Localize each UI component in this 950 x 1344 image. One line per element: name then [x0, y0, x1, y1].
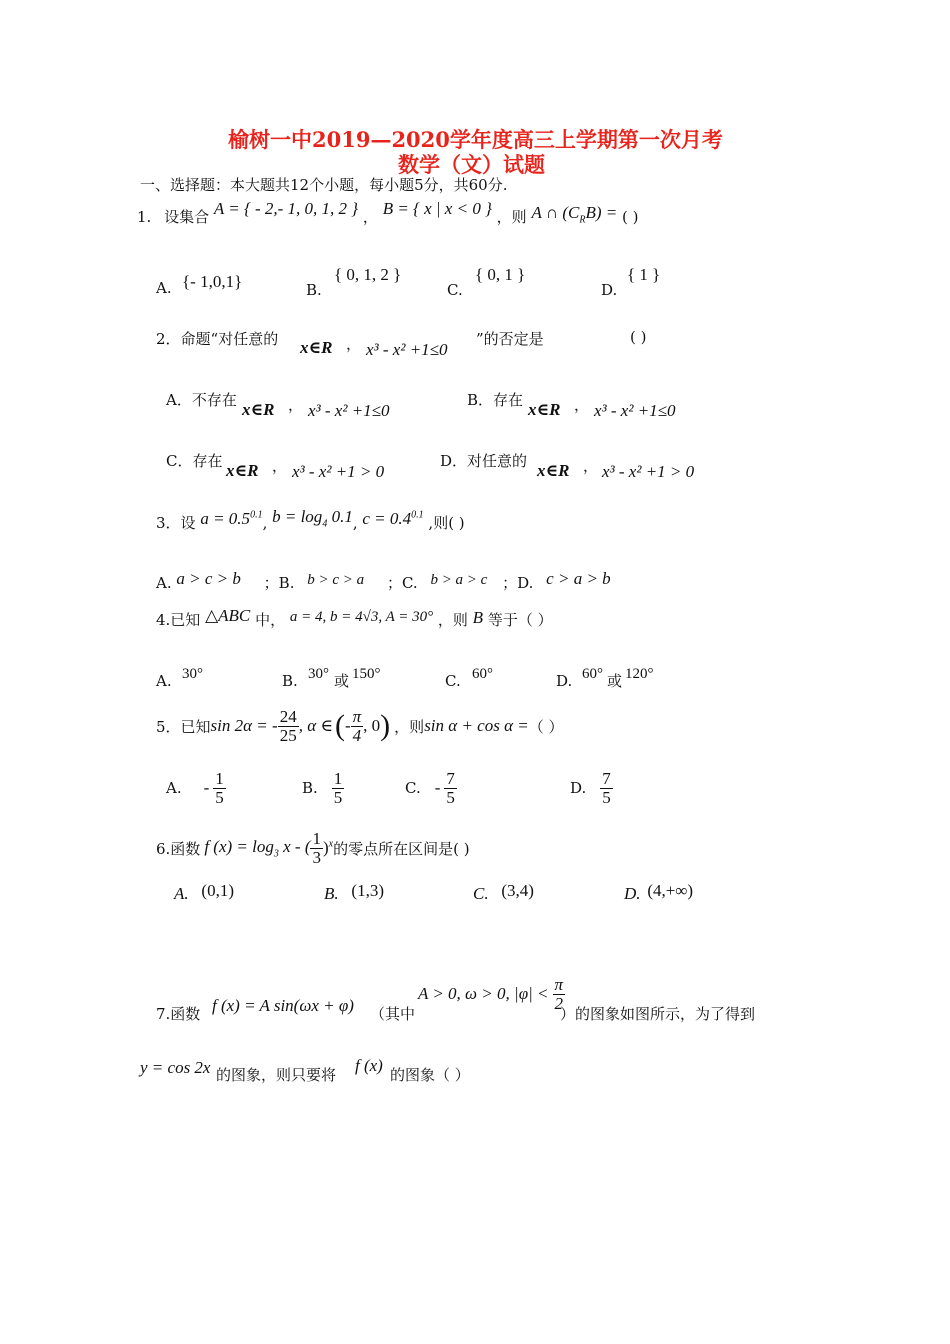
- q6-option-c-label: C.: [473, 884, 489, 903]
- q3-lead: 3．设: [156, 514, 196, 532]
- q3-tail: ,则( ): [428, 514, 465, 532]
- q2-expr: x³ - x² +1≤0: [366, 340, 448, 359]
- q3-option-a-expr: a > c > b: [176, 569, 241, 588]
- q2-x-in-r: x∈R: [300, 338, 333, 357]
- q7-tail: ）的图象如图所示，为了得到: [560, 1005, 756, 1023]
- q2-option-b-expr: x³ - x² +1≤0: [594, 401, 676, 420]
- q7-line2b: 的图象（ ）: [390, 1066, 470, 1084]
- q6-option-d-label: D.: [624, 884, 641, 903]
- q5-neg: -: [344, 716, 351, 735]
- q4-option-d-or: 或: [607, 672, 623, 690]
- q2-option-b-x: x∈R: [528, 400, 561, 419]
- section-header: 一、选择题：本大题共12个小题，每小题5分，共60分.: [140, 176, 508, 194]
- q1-option-c-value: { 0, 1 }: [475, 265, 526, 284]
- q6-close: )$^x$: [322, 838, 334, 857]
- q5-option-c-neg: -: [434, 778, 441, 797]
- q4-tail: ，则: [437, 611, 468, 629]
- q7-line2a: 的图象，则只要将: [216, 1066, 337, 1084]
- q3-options: [156, 569, 611, 593]
- q2-tail: ”的否定是: [476, 330, 544, 348]
- q2-option-d-expr: x³ - x² +1 > 0: [602, 462, 695, 481]
- q3-option-c-expr: b > a > c: [430, 572, 488, 588]
- q5-option-b: [302, 766, 344, 810]
- q5-option-d: [570, 766, 613, 810]
- q3-option-d-expr: c > a > b: [546, 569, 611, 588]
- q5-answer-paren: （ ）: [528, 717, 564, 736]
- q2-option-c-label: C．存在: [166, 452, 223, 470]
- q6-fraction: $\frac{1}{3}$: [312, 828, 321, 867]
- q1-option-b-value: { 0, 1, 2 }: [334, 265, 402, 284]
- q5-alpha: , α ∈: [298, 716, 333, 735]
- q6-f: f $(x) = \log_3 x$ - (: [204, 836, 311, 860]
- q6-lead: 6.函数: [156, 839, 201, 858]
- q7-y-cos: y = cos 2x: [140, 1058, 211, 1077]
- q2-option-a-label: A．不存在: [166, 391, 237, 409]
- q5-option-c: [405, 766, 457, 810]
- q4-triangle: △ABC: [205, 606, 251, 625]
- q5-option-c-frac: $\frac{7}{5}$: [446, 768, 455, 807]
- q2-answer-paren: ( ): [630, 328, 647, 346]
- q1-option-a-value: {- 1,0,1}: [182, 272, 243, 291]
- q6-option-c: [473, 881, 534, 904]
- q4-lead: 4.已知: [156, 611, 201, 629]
- q3-a: $a = 0.5^{0.1}$: [200, 509, 263, 528]
- q5-right-paren: ): [380, 709, 391, 742]
- q4-option-b-or: 或: [334, 672, 350, 690]
- q5-expr: sin α + cos α =: [424, 716, 529, 735]
- q5-option-a: [166, 766, 226, 810]
- q4-option-b-value1: 30°: [308, 666, 329, 682]
- q5-fraction: $\frac{24}{25}$: [279, 706, 297, 745]
- q4-option-d-value2: 120°: [625, 666, 654, 682]
- q6-option-d: [624, 881, 694, 904]
- q6-options: [174, 881, 234, 904]
- q5-then: ，则: [394, 717, 425, 736]
- question-5: [156, 700, 564, 752]
- q1-option-a-label: A.: [156, 279, 172, 297]
- q3-c: $c = 0.4^{0.1}$: [362, 509, 424, 528]
- q5-option-c-label: C.: [405, 779, 421, 797]
- q1-lead: 设集合: [164, 208, 210, 226]
- q1-set-b: B = { x | x < 0 }: [382, 199, 492, 218]
- q2-option-d-comma: ，: [583, 457, 599, 475]
- q4-option-a-value: 30°: [182, 666, 203, 682]
- q4-option-a-label: A.: [156, 672, 172, 690]
- q7-pi-over-2: $\frac{\pi}{2}$: [554, 974, 564, 1013]
- q5-option-d-frac: $\frac{7}{5}$: [602, 768, 611, 807]
- q3-option-a-label: A.: [156, 574, 172, 592]
- q6-option-d-value: (4,+∞): [647, 881, 694, 900]
- q7-function: f (x) = A sin(ωx + φ): [212, 996, 354, 1015]
- q1-then: ，则: [496, 208, 527, 226]
- q6-option-b-label: B.: [324, 884, 339, 903]
- q5-pi-over-4: $\frac{\pi}{4}$: [352, 706, 362, 745]
- q4-option-b-label: B.: [282, 672, 298, 690]
- q2-option-c-x: x∈R: [226, 461, 259, 480]
- q4-option-d-label: D.: [556, 672, 573, 690]
- q6-option-c-value: (3,4): [501, 881, 534, 900]
- q1-option-d-value: { 1 }: [627, 265, 661, 284]
- q6-option-b: [324, 881, 384, 904]
- q1-number: 1.: [137, 208, 152, 226]
- q2-option-c-expr: x³ - x² +1 > 0: [292, 462, 385, 481]
- q3-option-d-label: ；D.: [502, 574, 534, 592]
- q4-angle-b: B: [472, 608, 484, 627]
- q2-option-b-comma: ，: [574, 396, 590, 414]
- page-title-line2: 数学（文）试题: [398, 152, 545, 177]
- q5-option-d-label: D.: [570, 779, 587, 797]
- q4-option-c-label: C.: [445, 672, 461, 690]
- q5-option-a-neg: -: [203, 778, 210, 797]
- q4-option-b-value2: 150°: [352, 666, 381, 682]
- q4-tail2: 等于（ ）: [487, 611, 553, 629]
- q1-option-b-label: B.: [306, 281, 322, 299]
- q6-option-a-label: A.: [174, 884, 189, 903]
- q2-option-c-comma: ，: [272, 457, 288, 475]
- q1-answer-paren: ( ): [622, 208, 639, 226]
- page-title-line1: 榆树一中2019—2020学年度高三上学期第一次月考: [228, 127, 723, 152]
- q1-comma: ，: [362, 208, 378, 226]
- question-1: [137, 199, 639, 229]
- q1-set-a: A = { - 2,- 1, 0, 1, 2 }: [213, 199, 359, 218]
- q4-condition: a = 4, b = 4√3, A = 30°: [289, 609, 434, 625]
- q1-option-c-label: C.: [447, 281, 463, 299]
- q4-mid: 中，: [255, 611, 286, 629]
- q3-option-b-label: ；B.: [263, 574, 295, 592]
- q2-option-b-label: B．存在: [467, 391, 524, 409]
- q3-option-c-label: ；C.: [386, 574, 418, 592]
- q4-option-d-value1: 60°: [582, 666, 603, 682]
- question-4: [156, 606, 553, 630]
- q5-option-a-label: A.: [166, 779, 182, 797]
- q2-option-d-label: D．对任意的: [440, 452, 528, 470]
- q5-option-b-label: B.: [302, 779, 318, 797]
- q5-sin: sin 2α = -: [210, 716, 278, 735]
- q5-left-paren: (: [334, 709, 345, 742]
- q2-stem: 2．命题“对任意的: [156, 330, 279, 348]
- q3-b: $b = \log_4 0.1$: [272, 507, 353, 530]
- q5-zero: , 0: [363, 716, 381, 735]
- q7-fx: f (x): [355, 1056, 383, 1075]
- q2-option-a-x: x∈R: [242, 400, 275, 419]
- q2-comma: ，: [346, 335, 362, 353]
- q6-option-a-value: (0,1): [201, 881, 234, 900]
- q7-condition-text: A > 0, ω > 0, |φ| <: [418, 984, 549, 1003]
- q7-condition: [418, 970, 565, 1018]
- q6-tail: 的零点所在区间是( ): [333, 839, 470, 858]
- q3-option-b-expr: b > c > a: [307, 572, 365, 588]
- q5-option-b-frac: $\frac{1}{5}$: [333, 768, 343, 807]
- q4-option-c-value: 60°: [472, 666, 493, 682]
- q7-qizhong: （其中: [370, 1005, 416, 1023]
- q7-lead: 7.函数: [156, 1005, 201, 1023]
- q5-option-a-frac: $\frac{1}{5}$: [215, 768, 224, 807]
- q5-lead: 5．已知: [156, 717, 211, 736]
- q2-option-a-expr: x³ - x² +1≤0: [308, 401, 390, 420]
- q6-option-b-value: (1,3): [351, 881, 384, 900]
- question-3: 3．设 $a = 0.5^{0.1}$, $b = \log_4 0.1$, $c = 0.4^{0.1}$ ,则( ): [156, 507, 465, 532]
- q2-option-a-comma: ，: [288, 396, 304, 414]
- question-6: [156, 826, 470, 870]
- q1-option-d-label: D.: [601, 281, 618, 299]
- q1-expr: A ∩ $(C_RB)$ =: [531, 203, 618, 226]
- q2-option-d-x: x∈R: [537, 461, 570, 480]
